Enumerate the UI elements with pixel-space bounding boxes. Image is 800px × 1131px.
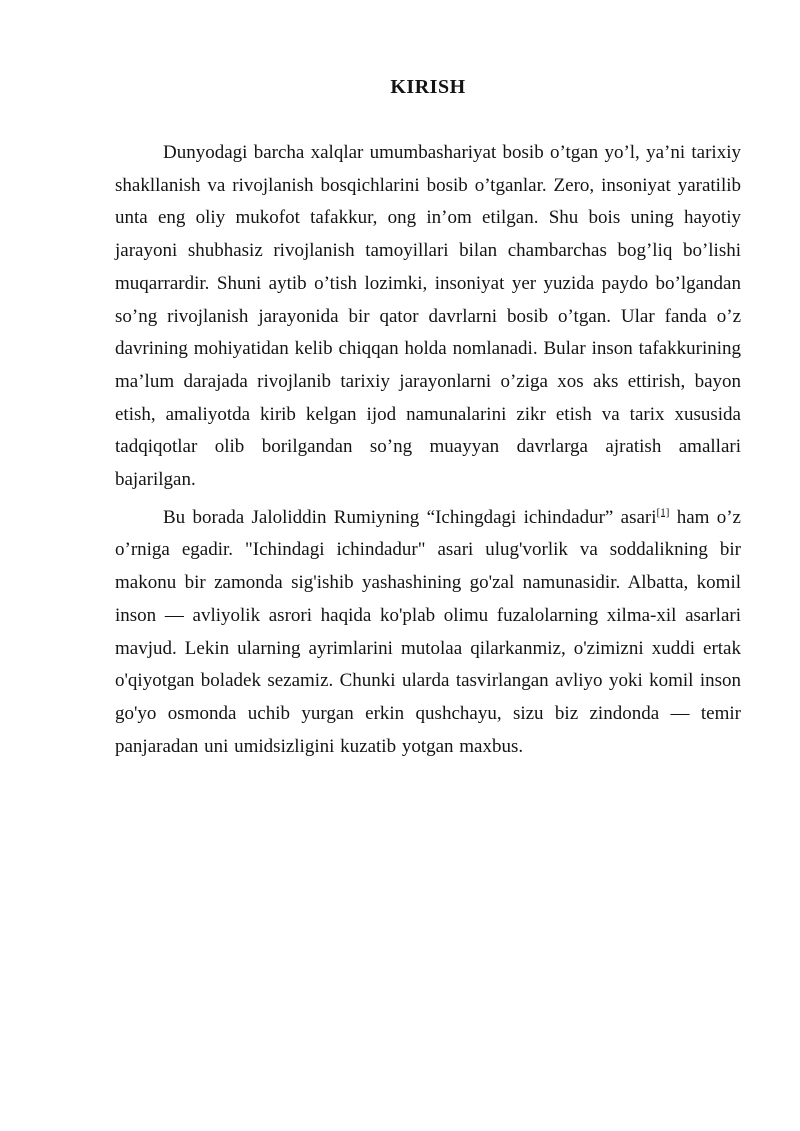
document-title: KIRISH [390,76,466,98]
footnote-reference-link[interactable]: [1] [656,506,670,519]
paragraph-text-after-footnote: ham o’z o’rniga egadir. "Ichindagi ichindadur" asari ulug'vorlik va soddalikning bir makonu bir zamonda sig'ishib yashashining go'zal namunasidir. Albatta, komil inson — avliyolik asrori haqida ko'plab olimu fuzalolarning xilma-xil asarlari mavjud. Lekin ularning ayrimlarini mutolaa qilarkanmiz, o'zimizni xuddi ertak o'qiyotgan boladek sezamiz. Chunki ularda tasvirlangan avliyo yoki komil inson go'yo osmonda uchib yurgan erkin qushchayu, sizu biz zindonda — temir panjaradan uni umidsizligini kuzatib yotgan maxbus. [115,506,741,757]
paragraph-text-before-footnote: Bu borada Jaloliddin Rumiyning “Ichingdagi ichindadur” asari [163,506,657,528]
paragraph-rumiy-discussion [115,502,741,764]
paragraph-introduction: Dunyodagi barcha xalqlar umumbashariyat bosib o’tgan yo’l, ya’ni tarixiy shakllanish va rivojlanish bosqichlarini bosib o’tganlar. Zero, insoniyat yaratilib unta eng oliy mukofot tafakkur, ong in’om etilgan. Shu bois uning hayotiy jarayoni shubhasiz rivojlanish tamoyillari bilan chambarchas bog’liq bo’lishi muqarrardir. Shuni aytib o’tish lozimki, insoniyat yer yuzida paydo bo’lgandan so’ng rivojlanish jarayonida bir qator davrlarni bosib o’tgan. Ular fanda o’z davrining mohiyatidan kelib chiqqan holda nomlanadi. Bular inson tafakkurining ma’lum darajada rivojlanib tarixiy jarayonlarni o’ziga xos aks ettirish, bayon etish, amaliyotda kirib kelgan ijod namunalarini zikr etish va tarix xususida tadqiqotlar olib borilgandan so’ng muayyan davrlarga ajratish amallari bajarilgan. [115,142,741,491]
